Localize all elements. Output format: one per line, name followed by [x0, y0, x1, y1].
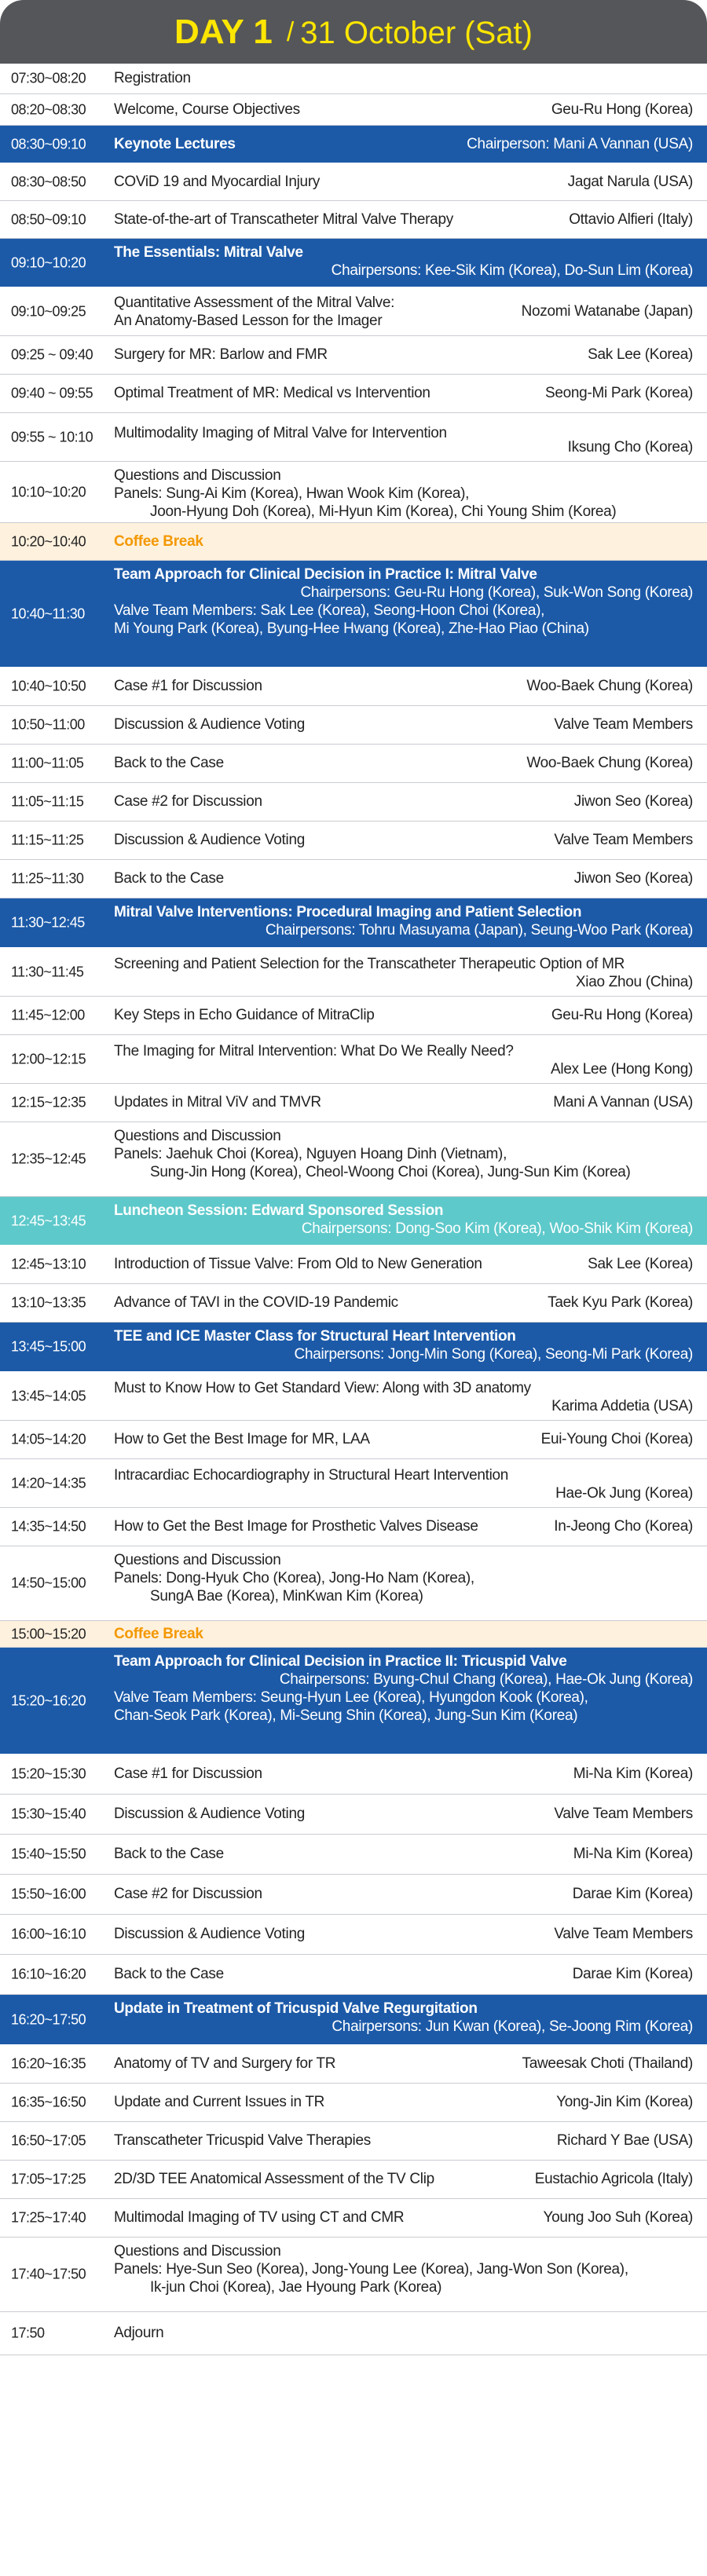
time-slot: 10:10~10:20 — [11, 484, 86, 499]
speaker-name: Geu-Ru Hong (Korea) — [551, 1007, 693, 1023]
time-slot: 16:35~16:50 — [11, 2094, 86, 2110]
schedule-row — [0, 2199, 707, 2238]
speaker-name: Taweesak Choti (Thailand) — [522, 2055, 693, 2072]
talk-title: Screening and Patient Selection for the Transcatheter Therapeutic Option of MR — [114, 956, 625, 972]
time-slot: 12:35~12:45 — [11, 1151, 86, 1167]
time-slot: 14:50~15:00 — [11, 1575, 86, 1591]
time-slot: 14:35~14:50 — [11, 1518, 86, 1535]
time-slot: 13:45~15:00 — [11, 1338, 86, 1355]
session-block — [114, 1652, 693, 1725]
time-slot: 15:30~15:40 — [11, 1806, 86, 1822]
speaker-name: Valve Team Members — [554, 832, 693, 848]
speaker-name: Valve Team Members — [554, 1806, 693, 1822]
schedule-row — [0, 860, 707, 898]
time-slot: 09:40 ~ 09:55 — [11, 385, 93, 401]
time-slot: 11:00~11:05 — [11, 755, 84, 771]
session-title: Update in Treatment of Tricuspid Valve Regurgitation — [114, 2000, 478, 2017]
schedule-row — [0, 997, 707, 1035]
schedule-row — [0, 2161, 707, 2199]
talk-title: Surgery for MR: Barlow and FMR — [114, 346, 328, 363]
day-date: 31 October (Sat) — [300, 16, 533, 50]
panel-line: Sung-Jin Hong (Korea), Cheol-Woong Choi (Korea), Jung-Sun Kim (Korea) — [150, 1164, 631, 1180]
panel-line: Panels: Sung-Ai Kim (Korea), Hwan Wook Kim (Korea), — [114, 485, 470, 502]
discussion-title: Questions and Discussion — [114, 1552, 281, 1568]
talk-title: Registration — [114, 70, 191, 86]
schedule-row — [0, 1546, 707, 1621]
talk-title: Case #1 for Discussion — [114, 1766, 262, 1782]
speaker-name: Alex Lee (Hong Kong) — [551, 1061, 693, 1078]
time-slot: 16:00~16:10 — [11, 1926, 86, 1942]
schedule-row — [0, 668, 707, 706]
schedule-row — [0, 948, 707, 997]
speaker-name: Jiwon Seo (Korea) — [573, 870, 693, 887]
schedule-list — [0, 64, 707, 2355]
time-slot: 09:10~09:25 — [11, 303, 86, 319]
talk-title: Transcatheter Tricuspid Valve Therapies — [114, 2132, 371, 2149]
talk-title: State-of-the-art of Transcatheter Mitral Valve Therapy — [114, 210, 453, 228]
session-header-row — [0, 1995, 707, 2045]
session-block — [114, 903, 693, 939]
time-slot: 14:05~14:20 — [11, 1431, 86, 1447]
talk-title: Back to the Case — [114, 870, 224, 887]
schedule-row — [0, 201, 707, 239]
session-chair: Chairpersons: Geu-Ru Hong (Korea), Suk-Won Song (Korea) — [300, 584, 693, 601]
speaker-name: Young Joo Suh (Korea) — [543, 2209, 693, 2226]
time-slot: 15:00~15:20 — [11, 1626, 86, 1641]
panel-line: Panels: Hye-Sun Seo (Korea), Jong-Young Lee (Korea), Jang-Won Son (Korea), — [114, 2261, 628, 2278]
schedule-row — [0, 2045, 707, 2084]
time-slot: 11:05~11:15 — [11, 793, 84, 810]
schedule-row — [0, 2238, 707, 2312]
talk-title: Discussion & Audience Voting — [114, 716, 305, 733]
session-header-row — [0, 1648, 707, 1755]
speaker-name: Geu-Ru Hong (Korea) — [551, 101, 693, 118]
talk-title: Discussion & Audience Voting — [114, 832, 305, 848]
session-chair: Chairpersons: Tohru Masuyama (Japan), Seung-Woo Park (Korea) — [265, 922, 693, 939]
time-slot: 16:50~17:05 — [11, 2132, 86, 2149]
time-slot: 09:25 ~ 09:40 — [11, 346, 93, 363]
speaker-name: In-Jeong Cho (Korea) — [554, 1518, 693, 1535]
session-chair: Chairpersons: Byung-Chul Chang (Korea), Hae-Ok Jung (Korea) — [279, 1671, 693, 1688]
time-slot: 10:20~10:40 — [11, 533, 86, 549]
time-slot: 15:50~16:00 — [11, 1886, 86, 1902]
talk-title-line: Quantitative Assessment of the Mitral Valve: — [114, 295, 395, 311]
time-slot: 10:50~11:00 — [11, 716, 85, 733]
talk-title: Multimodal Imaging of TV using CT and CMR — [114, 2209, 405, 2226]
time-slot: 11:45~12:00 — [11, 1007, 85, 1023]
time-slot: 09:55 ~ 10:10 — [11, 429, 93, 445]
talk-title: 2D/3D TEE Anatomical Assessment of the TV Clip — [114, 2171, 434, 2187]
speaker-name: Yong-Jin Kim (Korea) — [556, 2094, 693, 2110]
talk-title-line: An Anatomy-Based Lesson for the Imager — [114, 313, 383, 329]
talk-title: Back to the Case — [114, 755, 224, 771]
session-header-row — [0, 239, 707, 287]
schedule-row — [0, 375, 707, 413]
time-slot: 16:20~17:50 — [11, 2011, 86, 2027]
time-slot: 12:00~12:15 — [11, 1051, 86, 1067]
session-title: Luncheon Session: Edward Sponsored Session — [114, 1202, 444, 1219]
schedule-row — [0, 1084, 707, 1122]
speaker-name: Sak Lee (Korea) — [588, 346, 693, 363]
time-slot: 15:20~16:20 — [11, 1692, 86, 1708]
break-row — [0, 1621, 707, 1648]
session-title: Mitral Valve Interventions: Procedural Imaging and Patient Selection — [114, 904, 582, 920]
break-title: Coffee Break — [114, 1625, 203, 1642]
schedule-row — [0, 821, 707, 860]
session-chair: Chairpersons: Dong-Soo Kim (Korea), Woo-Shik Kim (Korea) — [301, 1220, 693, 1237]
schedule-row — [0, 783, 707, 821]
time-slot: 10:40~10:50 — [11, 678, 86, 694]
schedule-row — [0, 94, 707, 126]
session-header-row — [0, 561, 707, 668]
talk-title: How to Get the Best Image for MR, LAA — [114, 1431, 370, 1447]
discussion-block — [114, 467, 693, 521]
talk-title: Multimodality Imaging of Mitral Valve for Intervention — [114, 425, 447, 441]
schedule-row — [0, 1835, 707, 1875]
session-title: TEE and ICE Master Class for Structural Heart Intervention — [114, 1328, 516, 1345]
speaker-name: Darae Kim (Korea) — [572, 1966, 693, 1982]
time-slot: 17:50 — [11, 2325, 45, 2341]
schedule-row — [0, 1122, 707, 1197]
discussion-block — [114, 1551, 693, 1605]
speaker-name: Woo-Baek Chung (Korea) — [526, 755, 693, 771]
speaker-name: Darae Kim (Korea) — [572, 1886, 693, 1902]
speaker-name: Iksung Cho (Korea) — [567, 439, 693, 456]
time-slot: 17:05~17:25 — [11, 2171, 86, 2187]
discussion-block — [114, 1127, 693, 1181]
speaker-name: Hae-Ok Jung (Korea) — [555, 1485, 693, 1502]
time-slot: 15:40~15:50 — [11, 1846, 86, 1862]
talk-title: Adjourn — [114, 2325, 164, 2341]
panel-line: Panels: Dong-Hyuk Cho (Korea), Jong-Ho Nam (Korea), — [114, 1570, 474, 1586]
schedule-row — [0, 1035, 707, 1084]
talk-title: Discussion & Audience Voting — [114, 1926, 305, 1942]
schedule-row — [0, 163, 707, 201]
schedule-row — [0, 1284, 707, 1323]
talk-title: How to Get the Best Image for Prosthetic Valves Disease — [114, 1518, 478, 1535]
schedule-row — [0, 745, 707, 783]
schedule-row — [0, 1795, 707, 1835]
talk-title: Introduction of Tissue Valve: From Old to New Generation — [114, 1256, 482, 1272]
speaker-name: Jagat Narula (USA) — [567, 173, 693, 190]
time-slot: 16:20~16:35 — [11, 2055, 86, 2072]
talk-title: Case #2 for Discussion — [114, 793, 262, 810]
session-header-row — [0, 1323, 707, 1372]
day-header — [0, 0, 707, 64]
talk-title: Anatomy of TV and Surgery for TR — [114, 2055, 336, 2072]
speaker-name: Woo-Baek Chung (Korea) — [526, 678, 693, 694]
valve-team-line: Chan-Seok Park (Korea), Mi-Seung Shin (Korea), Jung-Sun Kim (Korea) — [114, 1707, 578, 1724]
schedule-row — [0, 64, 707, 94]
discussion-title: Questions and Discussion — [114, 1128, 281, 1144]
panel-line: Panels: Jaehuk Choi (Korea), Nguyen Hoang Dinh (Vietnam), — [114, 1146, 507, 1162]
valve-team-line: Valve Team Members: Sak Lee (Korea), Seong-Hoon Choi (Korea), — [114, 602, 545, 619]
time-slot: 14:20~14:35 — [11, 1475, 86, 1491]
day-label: DAY 1 — [174, 13, 273, 51]
talk-title: The Imaging for Mitral Intervention: What Do We Really Need? — [114, 1043, 514, 1059]
session-block — [114, 1202, 693, 1238]
time-slot: 08:50~09:10 — [11, 211, 86, 227]
time-slot: 11:25~11:30 — [11, 870, 84, 887]
talk-title: Intracardiac Echocardiography in Structural Heart Intervention — [114, 1467, 509, 1484]
speaker-name: Mi-Na Kim (Korea) — [573, 1846, 693, 1862]
schedule-row — [0, 1508, 707, 1546]
session-header-row — [0, 898, 707, 948]
time-slot: 07:30~08:20 — [11, 70, 86, 86]
panel-line: SungA Bae (Korea), MinKwan Kim (Korea) — [150, 1588, 423, 1605]
time-slot: 08:30~08:50 — [11, 174, 86, 189]
discussion-title: Questions and Discussion — [114, 467, 281, 484]
session-block — [114, 243, 693, 280]
time-slot: 08:30~09:10 — [11, 136, 86, 152]
time-slot: 12:15~12:35 — [11, 1094, 86, 1111]
valve-team-line: Valve Team Members: Seung-Hyun Lee (Korea), Hyungdon Kook (Korea), — [114, 1689, 588, 1706]
panel-line: Joon-Hyung Doh (Korea), Mi-Hyun Kim (Korea), Chi Young Shim (Korea) — [150, 503, 617, 520]
schedule-row — [0, 1755, 707, 1795]
time-slot: 13:45~14:05 — [11, 1388, 86, 1403]
session-block — [114, 565, 693, 638]
session-header-row — [0, 1197, 707, 1246]
speaker-name: Ottavio Alfieri (Italy) — [569, 210, 693, 228]
speaker-name: Taek Kyu Park (Korea) — [548, 1294, 693, 1311]
session-title: Team Approach for Clinical Decision in Practice II: Tricuspid Valve — [114, 1653, 567, 1670]
speaker-name: Nozomi Watanabe (Japan) — [521, 302, 693, 320]
speaker-name: Eui-Young Choi (Korea) — [540, 1431, 693, 1447]
speaker-name: Jiwon Seo (Korea) — [573, 793, 693, 810]
schedule-row — [0, 706, 707, 745]
talk-title: Advance of TAVI in the COVID-19 Pandemic — [114, 1294, 398, 1311]
talk-title: Back to the Case — [114, 1966, 224, 1982]
talk-title: Key Steps in Echo Guidance of MitraClip — [114, 1007, 375, 1023]
schedule-row — [0, 462, 707, 523]
speaker-name: Mani A Vannan (USA) — [553, 1094, 693, 1111]
discussion-block — [114, 2242, 693, 2296]
schedule-row — [0, 1875, 707, 1915]
session-block — [114, 2000, 693, 2036]
talk-title: COViD 19 and Myocardial Injury — [114, 173, 321, 190]
session-title: Team Approach for Clinical Decision in Practice I: Mitral Valve — [114, 566, 537, 583]
speaker-name: Seong-Mi Park (Korea) — [545, 385, 693, 401]
session-header-row — [0, 126, 707, 163]
session-title: Keynote Lectures — [114, 135, 236, 152]
panel-line: Ik-jun Choi (Korea), Jae Hyoung Park (Korea) — [150, 2279, 442, 2296]
time-slot: 08:20~08:30 — [11, 101, 86, 117]
speaker-name: Richard Y Bae (USA) — [556, 2132, 693, 2149]
schedule-row — [0, 413, 707, 462]
schedule-row — [0, 2122, 707, 2161]
schedule-row — [0, 1459, 707, 1508]
speaker-name: Karima Addetia (USA) — [551, 1398, 693, 1414]
speaker-name: Valve Team Members — [554, 1926, 693, 1942]
header-separator: / — [286, 17, 295, 47]
talk-title-block — [114, 294, 511, 330]
schedule-row — [0, 1915, 707, 1955]
talk-title: Welcome, Course Objectives — [114, 101, 300, 118]
talk-title: Optimal Treatment of MR: Medical vs Intervention — [114, 385, 430, 401]
time-slot: 17:25~17:40 — [11, 2209, 86, 2226]
session-block — [114, 1327, 693, 1363]
speaker-name: Valve Team Members — [554, 716, 693, 733]
schedule-row — [0, 1246, 707, 1284]
break-row — [0, 523, 707, 561]
talk-title: Back to the Case — [114, 1846, 224, 1862]
talk-title: Update and Current Issues in TR — [114, 2094, 325, 2110]
session-chair: Chairpersons: Kee-Sik Kim (Korea), Do-Sun Lim (Korea) — [331, 262, 693, 279]
schedule-row — [0, 2312, 707, 2355]
session-chair: Chairpersons: Jun Kwan (Korea), Se-Joong Rim (Korea) — [332, 2018, 693, 2035]
speaker-name: Mi-Na Kim (Korea) — [573, 1766, 693, 1782]
schedule-row — [0, 1372, 707, 1421]
time-slot: 15:20~15:30 — [11, 1766, 86, 1782]
speaker-name: Sak Lee (Korea) — [588, 1256, 693, 1272]
time-slot: 12:45~13:45 — [11, 1213, 86, 1228]
talk-title: Must to Know How to Get Standard View: Along with 3D anatomy — [114, 1380, 531, 1396]
talk-title: Case #1 for Discussion — [114, 678, 262, 694]
session-chair: Chairperson: Mani A Vannan (USA) — [467, 135, 693, 152]
break-title: Coffee Break — [114, 532, 203, 550]
talk-title: Updates in Mitral ViV and TMVR — [114, 1094, 321, 1111]
time-slot: 11:15~11:25 — [11, 832, 84, 848]
discussion-title: Questions and Discussion — [114, 2243, 281, 2259]
talk-title: Discussion & Audience Voting — [114, 1806, 305, 1822]
time-slot: 10:40~11:30 — [11, 606, 85, 621]
talk-title: Case #2 for Discussion — [114, 1886, 262, 1902]
time-slot: 12:45~13:10 — [11, 1256, 86, 1272]
speaker-name: Xiao Zhou (China) — [575, 974, 693, 990]
valve-team-line: Mi Young Park (Korea), Byung-Hee Hwang (Korea), Zhe-Hao Piao (China) — [114, 620, 589, 637]
time-slot: 11:30~11:45 — [11, 964, 84, 979]
time-slot: 17:40~17:50 — [11, 2266, 86, 2282]
time-slot: 13:10~13:35 — [11, 1294, 86, 1311]
schedule-row — [0, 1955, 707, 1995]
session-title: The Essentials: Mitral Valve — [114, 244, 303, 261]
time-slot: 16:10~16:20 — [11, 1966, 86, 1982]
speaker-name: Eustachio Agricola (Italy) — [534, 2171, 693, 2187]
time-slot: 09:10~10:20 — [11, 254, 86, 270]
session-chair: Chairpersons: Jong-Min Song (Korea), Seong-Mi Park (Korea) — [294, 1346, 693, 1363]
schedule-row — [0, 2084, 707, 2122]
schedule-row — [0, 336, 707, 375]
schedule-row — [0, 1421, 707, 1459]
schedule-row — [0, 287, 707, 336]
time-slot: 11:30~12:45 — [11, 914, 85, 931]
